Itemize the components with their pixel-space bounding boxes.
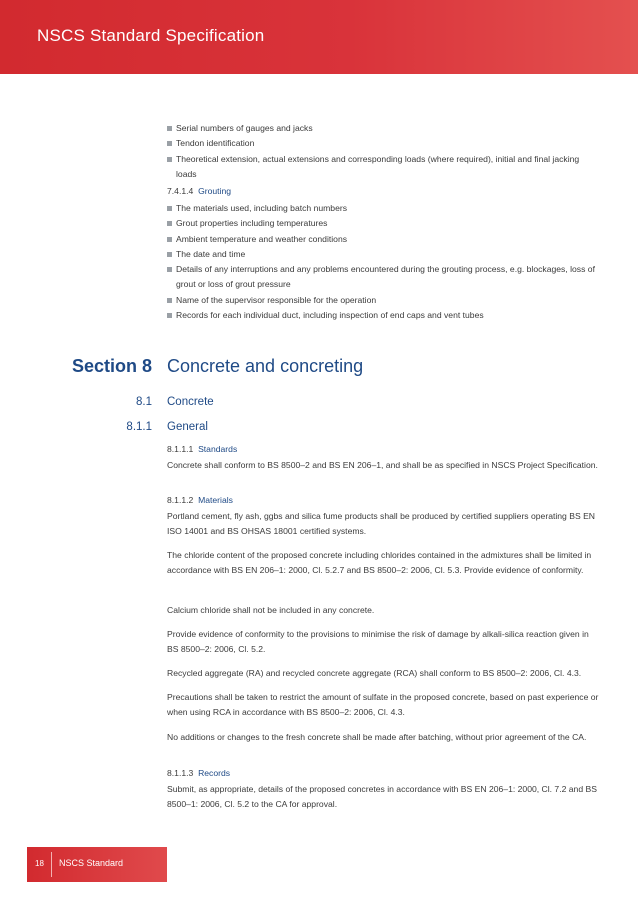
footer-divider: [51, 852, 52, 877]
list-item: The date and time: [167, 247, 597, 262]
list-item: Tendon identification: [167, 136, 597, 151]
materials-paragraph: Portland cement, fly ash, ggbs and silica fume products shall be produced by certified suppliers operating BS EN ISO 14001 and BS OHSAS 18001 certified systems.: [167, 511, 596, 537]
standards-heading: 8.1.1.1 Standards: [167, 444, 238, 454]
materials-paragraph: Recycled aggregate (RA) and recycled concrete aggregate (RCA) shall conform to BS 8500–2: 2006, Cl. 4.3.: [167, 668, 582, 678]
records-heading: 8.1.1.3 Records: [167, 768, 231, 778]
list-item: Ambient temperature and weather conditions: [167, 232, 597, 247]
list-item: Grout properties including temperatures: [167, 216, 597, 231]
bullet-square-icon: [167, 221, 172, 226]
list-item: The materials used, including batch numbers: [167, 201, 597, 216]
bullet-square-icon: [167, 141, 172, 146]
list-item: Theoretical extension, actual extensions and corresponding loads (where required), initial and final jacking loads: [167, 152, 597, 183]
grouting-bullet-list: [167, 201, 597, 323]
subsection-title: Concrete: [167, 396, 214, 408]
records-paragraph: Submit, as appropriate, details of the proposed concretes in accordance with BS EN 206–1: 2000, Cl. 7.2 and BS 8500–1: 2006, Cl. 5.2 to the CA for approval.: [167, 784, 597, 810]
bullet-square-icon: [167, 267, 172, 272]
subsubsection-title: General: [167, 421, 208, 433]
bullet-square-icon: [167, 126, 172, 131]
bullet-square-icon: [167, 157, 172, 162]
bullet-square-icon: [167, 313, 172, 318]
page-header-title: NSCS Standard Specification: [37, 26, 265, 45]
materials-paragraph: The chloride content of the proposed concrete including chlorides contained in the admixtures shall be limited in accordance with BS EN 206–1: 2000, Cl. 5.2.7 and BS 8500–2: 2006, Cl. 5.3. Provide evidence of conformity.: [167, 550, 592, 576]
section-label: Section 8: [71, 356, 152, 376]
list-item: Records for each individual duct, including inspection of end caps and vent tubes: [167, 308, 597, 323]
bullet-square-icon: [167, 237, 172, 242]
materials-paragraph: Provide evidence of conformity to the provisions to minimise the risk of damage by alkali-silica reaction given in BS 8500–2: 2006, Cl. 5.2.: [167, 629, 589, 655]
section-title: Concrete and concreting: [167, 356, 364, 376]
materials-paragraph: Calcium chloride shall not be included in any concrete.: [167, 605, 375, 615]
materials-heading: 8.1.1.2 Materials: [167, 495, 233, 505]
list-item: Details of any interruptions and any problems encountered during the grouting process, e.g. blockages, loss of grout or loss of grout pressure: [167, 262, 597, 293]
list-item: Name of the supervisor responsible for the operation: [167, 293, 597, 308]
bullet-square-icon: [167, 206, 172, 211]
subsection-number: 8.1: [136, 396, 152, 408]
top-bullet-list: [167, 121, 597, 182]
standards-paragraph: Concrete shall conform to BS 8500–2 and BS EN 206–1, and shall be as specified in NSCS Project Specification.: [167, 460, 598, 470]
list-item: Serial numbers of gauges and jacks: [167, 121, 597, 136]
grouting-heading: 7.4.1.4 Grouting: [167, 186, 232, 196]
subsubsection-number: 8.1.1: [126, 421, 152, 433]
materials-paragraph: No additions or changes to the fresh concrete shall be made after batching, without prior agreement of the CA.: [167, 732, 587, 742]
materials-paragraph: Precautions shall be taken to restrict the amount of sulfate in the proposed concrete, based on past experience or when using RCA in accordance with BS 8500–2: 2006, Cl. 4.3.: [167, 692, 599, 718]
bullet-square-icon: [167, 298, 172, 303]
bullet-square-icon: [167, 252, 172, 257]
footer-label: NSCS Standard: [59, 858, 124, 868]
page-number: 18: [35, 859, 44, 868]
